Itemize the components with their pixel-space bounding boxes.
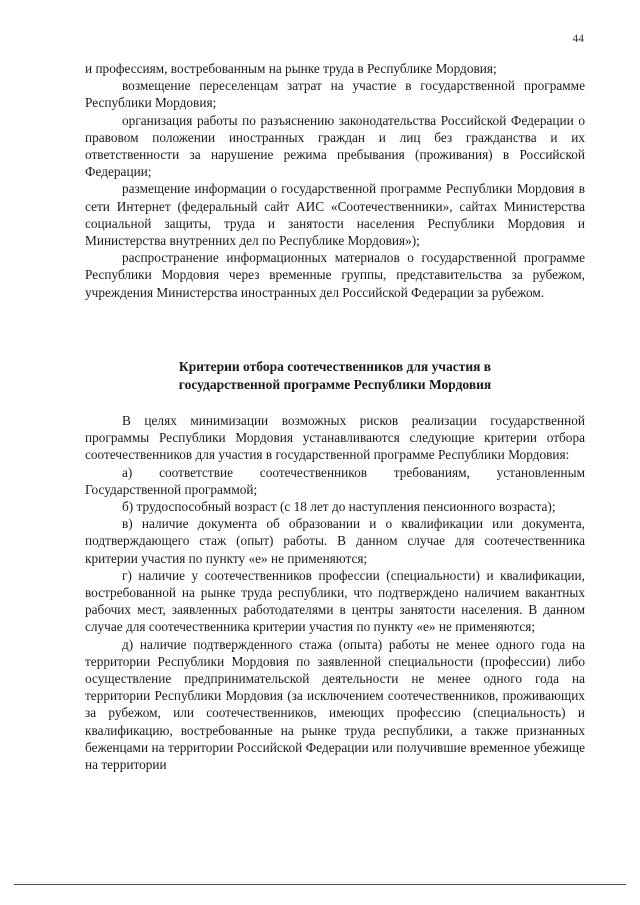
paragraph: распространение информационных материалов о государственной программе Республики Мордовия через временные группы, представительства за рубежом, учреждения Министерства иностранных дел Российской Федерации за рубежом. <box>85 250 585 300</box>
criteria-item-d: д) наличие подтвержденного стажа (опыта) работы не менее одного года на территории Республики Мордовия по заявленной специальности (профессии) либо осуществление предпринимательской деятельности не менее одного года на территории Республики Мордовия (за исключением соотечественников, проживающих за рубежом, или соотечественников, имеющих профессию (специальность) и квалификацию, востребованные на рынке труда республики, а также признанных беженцами на территории Российской Федерации или получившие временное убежище на территории <box>85 636 585 773</box>
paragraph: размещение информации о государственной программе Республики Мордовия в сети Интернет (федеральный сайт АИС «Соотечественники», сайтах Министерства социальной защиты, труда и занятости населения Республики Мордовия и Министерства внутренних дел по Республике Мордовия»); <box>85 181 585 249</box>
footer-divider <box>14 884 626 885</box>
paragraph: возмещение переселенцам затрат на участие в государственной программе Республики Мордовия; <box>85 78 585 111</box>
criteria-item-v: в) наличие документа об образовании и о квалификации или документа, подтверждающего стаж (опыт) работы. В данном случае для соотечественника критерии участия по пункту «е» не применяются; <box>85 516 585 566</box>
criteria-text-section <box>85 412 585 773</box>
top-text-section <box>85 60 585 301</box>
paragraph: и профессиям, востребованным на рынке труда в Республике Мордовия; <box>85 61 497 76</box>
criteria-item-a: а) соответствие соотечественников требованиям, установленным Государственной программой; <box>85 464 585 497</box>
criteria-item-b: б) трудоспособный возраст (с 18 лет до наступления пенсионного возраста); <box>122 499 556 515</box>
paragraph: организация работы по разъяснению законодательства Российской Федерации о правовом положении иностранных граждан и лиц без гражданства и их ответственности за нарушение режима пребывания (проживания) в Российской Федерации; <box>85 112 585 180</box>
paragraph: В целях минимизации возможных рисков реализации государственной программы Республики Мордовия устанавливаются следующие критерии отбора соотечественников для участия в государственной программе Республики Мордовия: <box>85 413 585 463</box>
section-heading-line: Критерии отбора соотечественников для участия в <box>178 359 492 374</box>
page-number: 44 <box>572 33 584 45</box>
section-heading-line: государственной программе Республики Мордовия <box>178 376 492 392</box>
criteria-item-g: г) наличие у соотечественников профессии (специальности) и квалификации, востребованной на рынке труда республики, что подтверждено наличием вакантных рабочих мест, заявленных работодателями в центры занятости населения. В данном случае для соотечественника критерии участия по пункту «е» не применяются; <box>85 567 585 635</box>
section-heading <box>85 358 585 393</box>
